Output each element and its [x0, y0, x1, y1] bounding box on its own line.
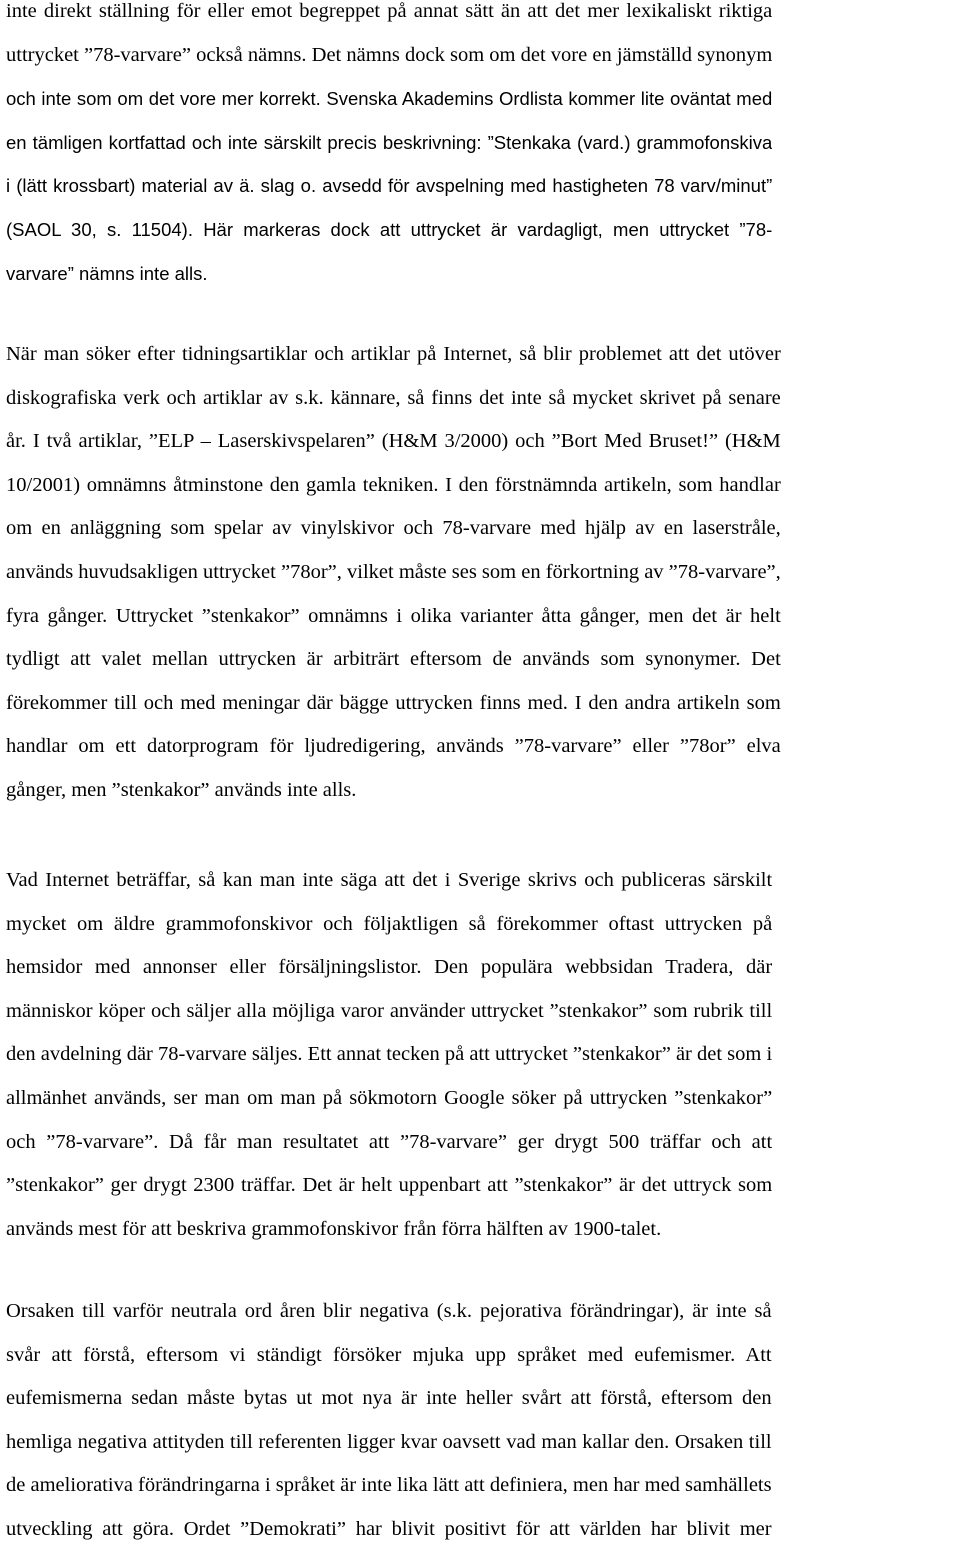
text-line: hemsidor med annonser eller försäljningslistor. Den populära webbsidan Tradera, där — [6, 956, 773, 979]
text-line: svår att förstå, eftersom vi ständigt försöker mjuka upp språket med eufemismer. Att — [6, 1343, 772, 1366]
paragraph-4 — [6, 1290, 772, 1552]
text-line: ”stenkakor” ger drygt 2300 träffar. Det är helt uppenbart att ”stenkakor” är det uttryck som — [6, 1174, 773, 1197]
text-line: och inte som om det vore mer korrekt. Svenska Akademins Ordlista kommer lite oväntat med — [6, 88, 773, 110]
text-line: mycket om äldre grammofonskivor och följaktligen så förekommer oftast uttrycken på — [6, 912, 773, 935]
text-line: varvare” nämns inte alls. — [6, 262, 208, 284]
text-line: uttrycket ”78-varvare” också nämns. Det nämns dock som om det vore en jämställd synonym — [6, 43, 773, 66]
text-line: 10/2001) omnämns åtminstone den gamla tekniken. I den förstnämnda artikeln, som handlar — [6, 473, 781, 496]
text-line: utveckling att göra. Ordet ”Demokrati” har blivit positivt för att världen har blivit mer — [6, 1517, 772, 1540]
text-line: de ameliorativa förändringarna i språket är inte lika lätt att definiera, men har med samhällets — [6, 1474, 772, 1497]
text-line: den avdelning där 78-varvare säljes. Ett annat tecken på att uttrycket ”stenkakor” är det som i — [6, 1043, 773, 1066]
text-line: gånger, men ”stenkakor” används inte alls. — [6, 778, 357, 801]
text-line: används huvudsakligen uttrycket ”78or”, vilket måste ses som en förkortning av ”78-varvare”, — [6, 560, 781, 583]
text-line: används mest för att beskriva grammofonskivor från förra hälften av 1900-talet. — [6, 1217, 662, 1240]
text-line: Vad Internet beträffar, så kan man inte säga att det i Sverige skrivs och publiceras särskilt — [6, 869, 773, 891]
text-line: och ”78-varvare”. Då får man resultatet att ”78-varvare” ger drygt 500 träffar och att — [6, 1130, 773, 1153]
text-line: en tämligen kortfattad och inte särskilt precis beskrivning: ”Stenkaka (vard.) grammofonskiva — [6, 131, 773, 153]
text-line: år. I två artiklar, ”ELP – Laserskivspelaren” (H&M 3/2000) och ”Bort Med Bruset!” (H&M — [6, 430, 781, 453]
text-line: (SAOL 30, s. 11504). Här markeras dock att uttrycket är vardagligt, men uttrycket ”78- — [6, 218, 773, 240]
text-line: hemliga negativa attityden till referenten ligger kvar oavsett vad man kallar den. Orsaken till — [6, 1430, 772, 1453]
text-line: om en anläggning som spelar av vinylskivor och 78-varvare med hjälp av en laserstråle, — [6, 517, 781, 540]
paragraph-3 — [6, 859, 772, 1251]
text-line: Orsaken till varför neutrala ord åren blir negativa (s.k. pejorativa förändringar), är inte så — [6, 1300, 772, 1322]
text-line: förekommer till och med meningar där bägge uttrycken finns med. I den andra artikeln som — [6, 691, 781, 714]
text-line: allmänhet används, ser man om man på sökmotorn Google söker på uttrycken ”stenkakor” — [6, 1086, 773, 1109]
text-line: inte direkt ställning för eller emot begreppet på annat sätt än att det mer lexikaliskt riktiga — [6, 0, 773, 22]
text-line: fyra gånger. Uttrycket ”stenkakor” omnämns i olika varianter åtta gånger, men det är helt — [6, 604, 781, 627]
paragraph-2 — [6, 333, 781, 813]
text-line: När man söker efter tidningsartiklar och artiklar på Internet, så blir problemet att det utöver — [6, 343, 781, 365]
paragraph-1 — [6, 0, 772, 295]
text-line: människor köper och säljer alla möjliga varor använder uttrycket ”stenkakor” som rubrik till — [6, 999, 773, 1022]
text-line: diskografiska verk och artiklar av s.k. kännare, så finns det inte så mycket skrivet på senare — [6, 386, 781, 409]
text-line: eufemismerna sedan måste bytas ut mot nya är inte heller svårt att förstå, eftersom den — [6, 1387, 772, 1410]
text-line: tydligt att valet mellan uttrycken är arbiträrt eftersom de används som synonymer. Det — [6, 648, 781, 671]
text-line: i (lätt krossbart) material av ä. slag o. avsedd för avspelning med hastigheten 78 varv/minut” — [6, 175, 773, 197]
text-line: handlar om ett datorprogram för ljudredigering, används ”78-varvare” eller ”78or” elva — [6, 735, 781, 758]
